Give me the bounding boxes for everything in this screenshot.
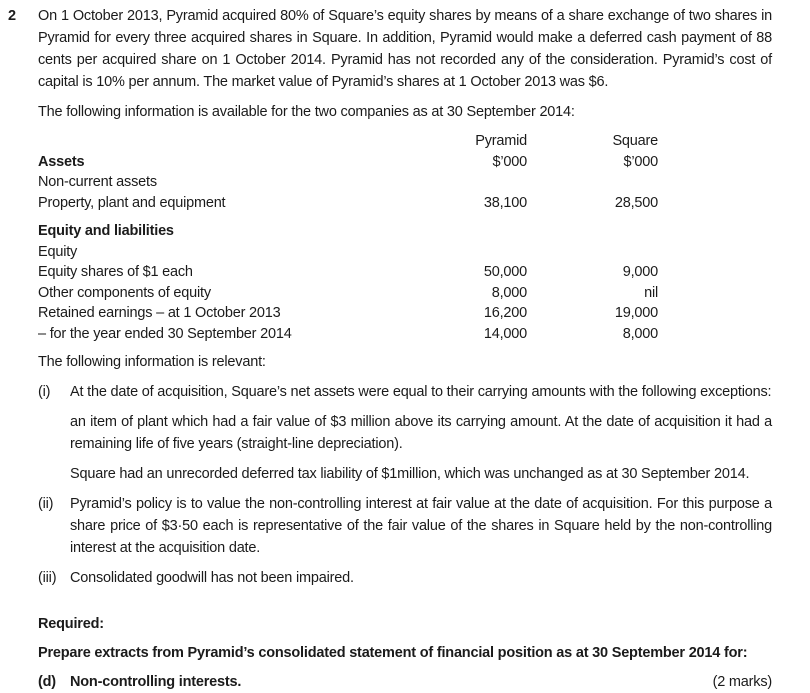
table-units-row xyxy=(38,152,658,173)
row-label: – for the year ended 30 September 2014 xyxy=(38,325,292,342)
note-paragraph: an item of plant which had a fair value of $3 million above its carrying amount. At the date of acquisition it had a remaining life of five years (straight-line depreciation). xyxy=(70,414,772,452)
required-item-d xyxy=(38,671,772,693)
table-row xyxy=(38,283,658,304)
note-item-ii xyxy=(38,493,772,559)
notes-lead-text: The following information is relevant: xyxy=(38,354,266,370)
row-label: Retained earnings – at 1 October 2013 xyxy=(38,305,281,321)
note-paragraph: Consolidated goodwill has not been impaired. xyxy=(70,570,354,586)
required-item-marker: (d) xyxy=(38,674,56,690)
table-row xyxy=(38,172,658,193)
row-value-pyramid xyxy=(388,242,527,263)
row-value-pyramid: 8,000 xyxy=(491,284,527,301)
table-header-row xyxy=(38,131,658,152)
column-header-pyramid: Pyramid xyxy=(475,133,527,149)
section-heading-assets: Assets xyxy=(38,153,85,170)
table-row xyxy=(38,262,658,283)
row-value-square: 28,500 xyxy=(614,194,658,211)
note-paragraph: Square had an unrecorded deferred tax liability of $1million, which was unchanged as at 30 September 2014. xyxy=(70,466,750,482)
table-header-spacer xyxy=(38,131,388,152)
row-value-square xyxy=(527,242,658,263)
row-value-square xyxy=(527,213,658,242)
units-square: $’000 xyxy=(623,153,658,170)
row-value-pyramid: 38,100 xyxy=(483,194,527,211)
note-body xyxy=(70,493,772,559)
row-value-pyramid xyxy=(388,213,527,242)
row-label: Other components of equity xyxy=(38,284,211,301)
question-body xyxy=(38,5,772,693)
table-row xyxy=(38,324,658,345)
note-paragraph: Pyramid’s policy is to value the non-controlling interest at fair value at the date of acquisition. For this purpose a share price of $3·50 each is representative of the fair value of the shares in Square held by the non-controlling interest at the acquisition date. xyxy=(70,496,772,556)
table-lead-text: The following information is available for the two companies as at 30 September 2014: xyxy=(38,104,575,120)
units-pyramid: $’000 xyxy=(492,153,527,170)
note-marker: (iii) xyxy=(38,570,57,586)
required-instruction: Prepare extracts from Pyramid’s consolidated statement of financial position as at 30 September 2014 for: xyxy=(38,645,748,661)
question-block xyxy=(8,5,772,693)
question-number: 2 xyxy=(8,8,16,24)
note-item-i xyxy=(38,381,772,485)
intro-paragraph: On 1 October 2013, Pyramid acquired 80% of Square’s equity shares by means of a share exchange of two shares in Pyramid for every three acquired shares in Square. In addition, Pyramid would make a deferred cash payment of 88 cents per acquired share on 1 October 2014. Pyramid has not recorded any of the consideration. Pyramid’s cost of capital is 10% per annum. The market value of Pyramid’s shares at 1 October 2013 was $6. xyxy=(38,8,772,90)
section-heading-equity-liabilities: Equity and liabilities xyxy=(38,223,174,239)
row-value-pyramid: 16,200 xyxy=(483,305,527,321)
table-row xyxy=(38,303,658,324)
row-value-square xyxy=(527,172,658,193)
row-label: Equity xyxy=(38,243,78,260)
table-row xyxy=(38,242,658,263)
row-value-pyramid xyxy=(388,172,527,193)
row-label: Equity shares of $1 each xyxy=(38,264,193,280)
note-item-iii xyxy=(38,567,772,589)
row-value-square: nil xyxy=(644,284,658,301)
table-row xyxy=(38,193,658,214)
note-body xyxy=(70,381,772,485)
row-value-square: 9,000 xyxy=(622,264,658,280)
required-heading: Required: xyxy=(38,616,104,632)
note-marker: (i) xyxy=(38,384,51,400)
row-value-pyramid: 14,000 xyxy=(483,325,527,342)
table-row xyxy=(38,213,658,242)
note-body xyxy=(70,567,772,589)
row-value-square: 19,000 xyxy=(614,305,658,321)
marks-badge: (2 marks) xyxy=(712,674,772,690)
column-header-square: Square xyxy=(612,133,658,149)
note-paragraph: At the date of acquisition, Square’s net assets were equal to their carrying amounts with the following exceptions: xyxy=(70,384,772,400)
row-label: Non-current assets xyxy=(38,174,157,190)
note-marker: (ii) xyxy=(38,496,54,512)
financial-position-table xyxy=(38,131,658,344)
row-label: Property, plant and equipment xyxy=(38,194,226,211)
row-value-pyramid: 50,000 xyxy=(483,264,527,280)
required-item-text: Non-controlling interests. xyxy=(70,674,242,690)
row-value-square: 8,000 xyxy=(622,325,658,342)
